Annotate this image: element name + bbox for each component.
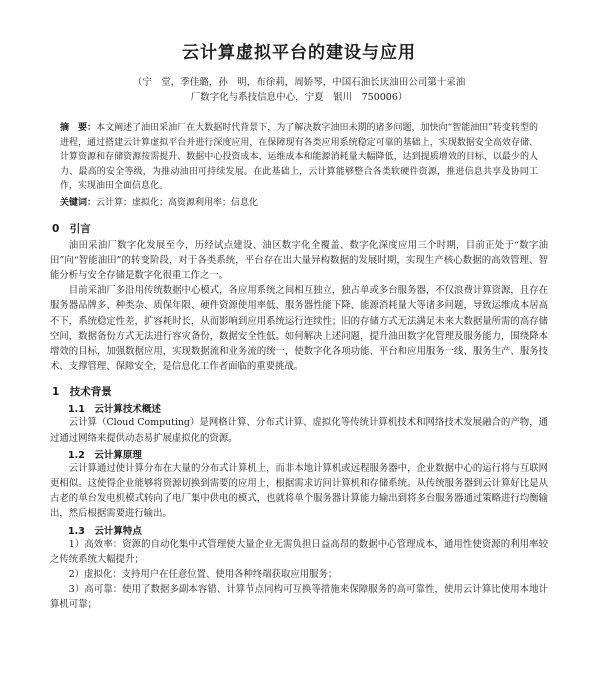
section-heading-background: 1 技术背景: [52, 386, 112, 399]
feature-item-reliability: 3）高可靠：使用了数据多副本容错、计算节点同构可互换等措施来保障服务的高可靠性，使用云计算比使用本地计算机可靠；: [50, 584, 548, 611]
paper-title: 云计算虚拟平台的建设与应用: [182, 43, 416, 63]
intro-paragraph-1: 油田采油厂数字化发展至今，历经试点建设、油区数字化全覆盖、数字化深度应用三个时期，目前正处于“数字油田”向“智能油田”的转变阶段，对于各类系统，平台存在出大量异构数据的发展时期，实现生产核心数据的高效管理、智能分析与安全存储是数字化很重工作之一。: [50, 239, 548, 281]
feature-item-efficiency: 1）高效率：资源的自动化集中式管理使大量企业无需负担日益高昂的数据中心管理成本，通用性使资源的利用率较之传统系统大幅提升；: [50, 538, 548, 565]
paragraph-1-1: 云计算（Cloud Computing）是网格计算、分布式计算、虚拟化等传统计算机技术和网络技术发展融合的产物，通过通过网络来提供动态易扩展虚拟化的资源。: [50, 417, 548, 444]
keywords-text: 云计算；虚拟化；高资源利用率；信息化: [96, 197, 259, 208]
feature-item-virtualization: 2）虚拟化：支持用户在任意位置、使用各种终端获取应用服务；: [68, 569, 338, 581]
abstract-text: 本文阐述了油田采油厂在大数据时代背景下，为了解决数字油田未期的诸多问题，加快向“智能油田”转变转型的进程，通过搭建云计算虚拟平台并进行深度应用，在保障现有各类应用系统稳定可靠的基础上，实现数据安全高效存储、计算资源和存储资源按需提升、数据中心投资成本、运维成本和能源消耗量大幅降低，达到提质增效的目标，以最少的人力、最高的安全等级，为推动油田可持续发展。在此基础上，云计算能够整合各类软硬件资源，推进信息共享及协同工作，实现油田全面信息化。: [60, 123, 538, 192]
subsection-heading-1-3: 1.3 云计算特点: [68, 525, 142, 537]
paragraph-1-2: 云计算通过使计算分布在大量的分布式计算机上，而非本地计算机或远程服务器中，企业数据中心的运行将与互联网更相似。这使得企业能够将资源切换到需要的应用上，根据需求访问计算机和存储系统。从传统服务器到云计算好比是从古老的单台发电机模式转向了电厂集中供电的模式，也就将单个服务器计算能力输出到将多台服务器通过策略进行均衡输出，然后根据需要进行输出。: [50, 462, 548, 520]
keywords-label: 关键词：: [60, 197, 97, 208]
author-block: [50, 75, 548, 105]
abstract-label: 摘 要：: [60, 123, 97, 133]
abstract: [60, 121, 538, 194]
subsection-heading-1-1: 1.1 云计算技术概述: [68, 404, 161, 416]
keywords: [60, 196, 538, 211]
section-heading-intro: 0 引言: [52, 222, 91, 235]
subsection-heading-1-2: 1.2 云计算原理: [68, 449, 142, 461]
authors-line-2: 厂数字化与系技信息中心，宁夏 银川 750006）: [190, 92, 408, 103]
intro-paragraph-2: 目前采油厂多沿用传统数据中心模式，各应用系统之间相互独立，独占单或多台服务器，不仅浪费计算资源，且存在服务器品牌多、种类杂、质保年限、硬件资源使用率低、服务器性能下降、能源消耗量大等诸多问题，导致运维成本居高不下，系统稳定性差，扩容耗时长，从而影响到应用系统运行连续性；旧的存储方式无法满足未来大数据量所需的高存储空间，数据备份方式无法进行容灾备份，数据安全性低。如何解决上述问题，提升油田数字化管理及服务能力，围绕降本增效的目标，加强数据应用，实现数据流和业务流的统一，使数字化各项功能、平台和应用服务一线、服务生产、服务技术、支撑管理、保障安全，是信息化工作者面临的重要挑战。: [50, 285, 548, 373]
authors-line-1: （宁 堂，季佳璐，孙 明，布徐莉，周娇琴，中国石油长庆油田公司第十采油: [132, 77, 466, 88]
